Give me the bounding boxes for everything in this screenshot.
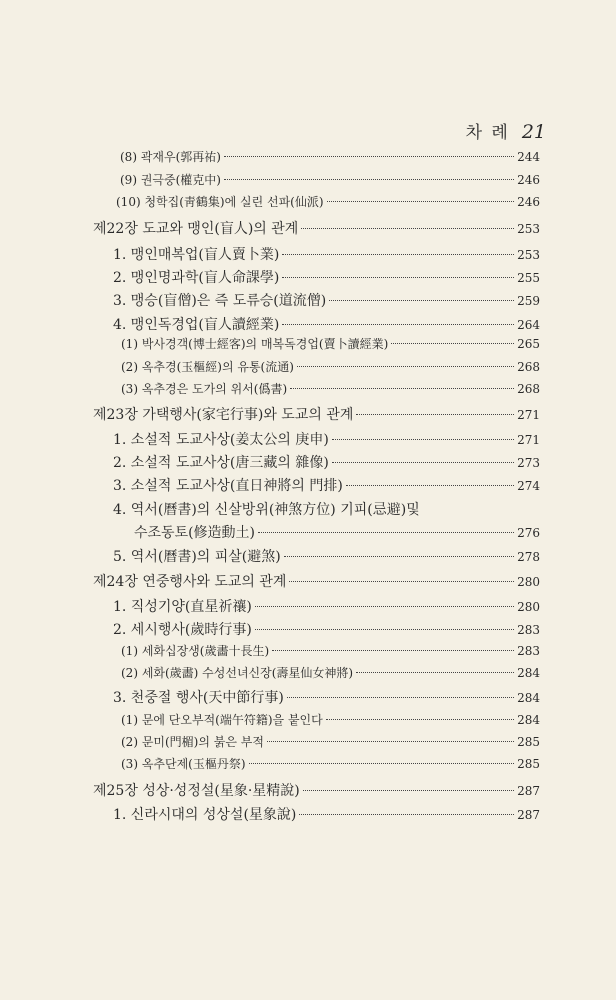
toc-entry-title: (2) 세화(歲畵) 수성선녀신장(壽星仙女神將) xyxy=(121,666,354,680)
toc-entry-continuation xyxy=(134,522,540,542)
toc-entry-page: 283 xyxy=(517,644,540,658)
leader-dots xyxy=(284,556,514,557)
toc-chapter xyxy=(93,404,540,424)
leader-dots xyxy=(224,156,514,157)
leader-dots xyxy=(297,366,514,367)
leader-dots xyxy=(255,606,514,607)
toc-entry-page: 284 xyxy=(517,713,540,727)
toc-entry xyxy=(113,452,540,472)
toc-entry xyxy=(121,380,540,397)
toc-entry-page: 274 xyxy=(517,479,540,493)
leader-dots xyxy=(303,790,514,791)
toc-entry-page: 253 xyxy=(517,248,540,262)
leader-dots xyxy=(332,462,514,463)
toc-entry-title: 수조동토(修造動土) xyxy=(134,525,256,541)
toc-entry xyxy=(113,804,540,824)
toc-entry xyxy=(113,267,540,287)
toc-entry xyxy=(113,475,540,495)
toc-entry-title: (3) 옥추단제(玉樞丹祭) xyxy=(121,757,246,771)
leader-dots xyxy=(290,388,514,389)
toc-entry-title: 1. 소설적 도교사상(姜太公의 庚申) xyxy=(113,432,329,448)
toc-entry-page: 284 xyxy=(517,666,540,680)
leader-dots xyxy=(391,343,514,344)
toc-entry-title: 2. 세시행사(歲時行事) xyxy=(113,622,252,638)
toc-entry xyxy=(121,711,540,728)
toc-entry-page: 246 xyxy=(517,195,540,209)
toc-entry-title: (8) 곽재우(郭再祐) xyxy=(120,150,221,164)
leader-dots xyxy=(287,697,514,698)
toc-entry-page: 244 xyxy=(517,150,540,164)
toc-entry-page: 264 xyxy=(517,318,540,332)
toc-chapter xyxy=(93,571,540,591)
toc-entry-page: 246 xyxy=(517,173,540,187)
leader-dots xyxy=(299,814,514,815)
toc-entry-page: 287 xyxy=(517,808,540,822)
toc-entry xyxy=(113,546,540,566)
toc-entry-title: 5. 역서(曆書)의 피살(避煞) xyxy=(113,549,281,565)
leader-dots xyxy=(327,201,515,202)
toc-entry-title: 2. 맹인명과학(盲人命課學) xyxy=(113,270,280,286)
leader-dots xyxy=(356,414,514,415)
leader-dots xyxy=(356,672,514,673)
leader-dots xyxy=(282,254,514,255)
toc-entry-page: 285 xyxy=(517,735,540,749)
header-title: 차 례 xyxy=(465,123,510,143)
toc-entry-page: 271 xyxy=(517,408,540,422)
leader-dots xyxy=(255,629,514,630)
toc-entry-page: 287 xyxy=(517,784,540,798)
toc-entry-page: 268 xyxy=(517,382,540,396)
toc-entry-page: 253 xyxy=(517,222,540,236)
leader-dots xyxy=(329,300,514,301)
leader-dots xyxy=(326,719,514,720)
leader-dots xyxy=(282,324,514,325)
toc-entry xyxy=(113,619,540,639)
toc-entry-title: (9) 권극중(權克中) xyxy=(120,173,221,187)
toc-entry-title: (2) 문미(門楣)의 붉은 부적 xyxy=(121,735,264,749)
toc-entry xyxy=(121,642,540,659)
toc-chapter xyxy=(93,780,540,800)
leader-dots xyxy=(267,741,514,742)
leader-dots xyxy=(258,532,514,533)
leader-dots xyxy=(332,439,514,440)
leader-dots xyxy=(224,179,514,180)
toc-entry xyxy=(121,733,540,750)
toc-entry-page: 280 xyxy=(517,600,540,614)
toc-entry-page: 259 xyxy=(517,294,540,308)
toc-entry xyxy=(113,429,540,449)
toc-entry-page: 283 xyxy=(517,623,540,637)
toc-entry-page: 268 xyxy=(517,360,540,374)
toc-entry xyxy=(121,755,540,772)
toc-entry-title: 제22장 도교와 맹인(盲人)의 관계 xyxy=(93,221,299,237)
toc-entry xyxy=(113,290,540,310)
leader-dots xyxy=(272,650,514,651)
toc-entry-title: 제23장 가택행사(家宅行事)와 도교의 관계 xyxy=(93,407,354,423)
toc-entry-title: (1) 박사경객(博士經客)의 매복독경업(賣卜讀經業) xyxy=(121,337,389,351)
leader-dots xyxy=(249,763,515,764)
toc-entry-title: (3) 옥추경은 도가의 위서(僞書) xyxy=(121,382,288,396)
toc-entry xyxy=(113,499,540,519)
toc-entry-title: 3. 천중절 행사(天中節行事) xyxy=(113,690,284,706)
toc-entry-page: 284 xyxy=(517,691,540,705)
toc-entry xyxy=(113,244,540,264)
toc-entry-title: 1. 직성기양(直星祈禳) xyxy=(113,599,252,615)
page-header xyxy=(0,118,546,143)
toc-chapter xyxy=(93,218,540,238)
toc-entry-page: 278 xyxy=(517,550,540,564)
leader-dots xyxy=(301,228,514,229)
leader-dots xyxy=(346,485,514,486)
toc-entry-title: (1) 문에 단오부적(端午符籍)을 붙인다 xyxy=(121,713,323,727)
toc-entry-page: 285 xyxy=(517,757,540,771)
toc-entry-title: (2) 옥추경(玉樞經)의 유통(流通) xyxy=(121,360,294,374)
toc-entry xyxy=(121,335,540,352)
toc-entry-title: 4. 맹인독경업(盲人讀經業) xyxy=(113,317,280,333)
toc-entry-title: 3. 맹승(盲僧)은 즉 도류승(道流僧) xyxy=(113,293,327,309)
toc-entry-page: 271 xyxy=(517,433,540,447)
toc-entry xyxy=(121,664,540,681)
toc-entry xyxy=(120,148,540,165)
toc-entry-page: 273 xyxy=(517,456,540,470)
leader-dots xyxy=(289,581,514,582)
toc-entry-page: 276 xyxy=(517,526,540,540)
toc-entry-title: 1. 맹인매복업(盲人賣卜業) xyxy=(113,247,280,263)
toc-entry xyxy=(113,687,540,707)
leader-dots xyxy=(282,277,514,278)
toc-entry-page: 265 xyxy=(517,337,540,351)
toc-entry xyxy=(113,314,540,334)
header-page-number: 21 xyxy=(521,121,546,143)
toc-entry-title: 3. 소설적 도교사상(直日神將의 門排) xyxy=(113,478,343,494)
toc-entry-page: 280 xyxy=(517,575,540,589)
toc-entry xyxy=(121,358,540,375)
toc-entry-title: 4. 역서(曆書)의 신살방위(神煞方位) 기피(忌避)및 xyxy=(113,502,420,518)
toc-entry-title: 2. 소설적 도교사상(唐三藏의 雜像) xyxy=(113,455,329,471)
toc-entry-title: 제24장 연중행사와 도교의 관계 xyxy=(93,574,287,590)
toc-entry-title: (10) 청학집(靑鶴集)에 실린 선파(仙派) xyxy=(116,195,324,209)
toc-entry xyxy=(116,193,540,210)
toc-entry-page: 255 xyxy=(517,271,540,285)
toc-entry-title: (1) 세화십장생(歲畵十長生) xyxy=(121,644,270,658)
toc-entry xyxy=(120,171,540,188)
toc-entry-title: 1. 신라시대의 성상설(星象說) xyxy=(113,807,297,823)
toc-entry-title: 제25장 성상·성정설(星象·星精說) xyxy=(93,783,300,799)
toc-entry xyxy=(113,596,540,616)
